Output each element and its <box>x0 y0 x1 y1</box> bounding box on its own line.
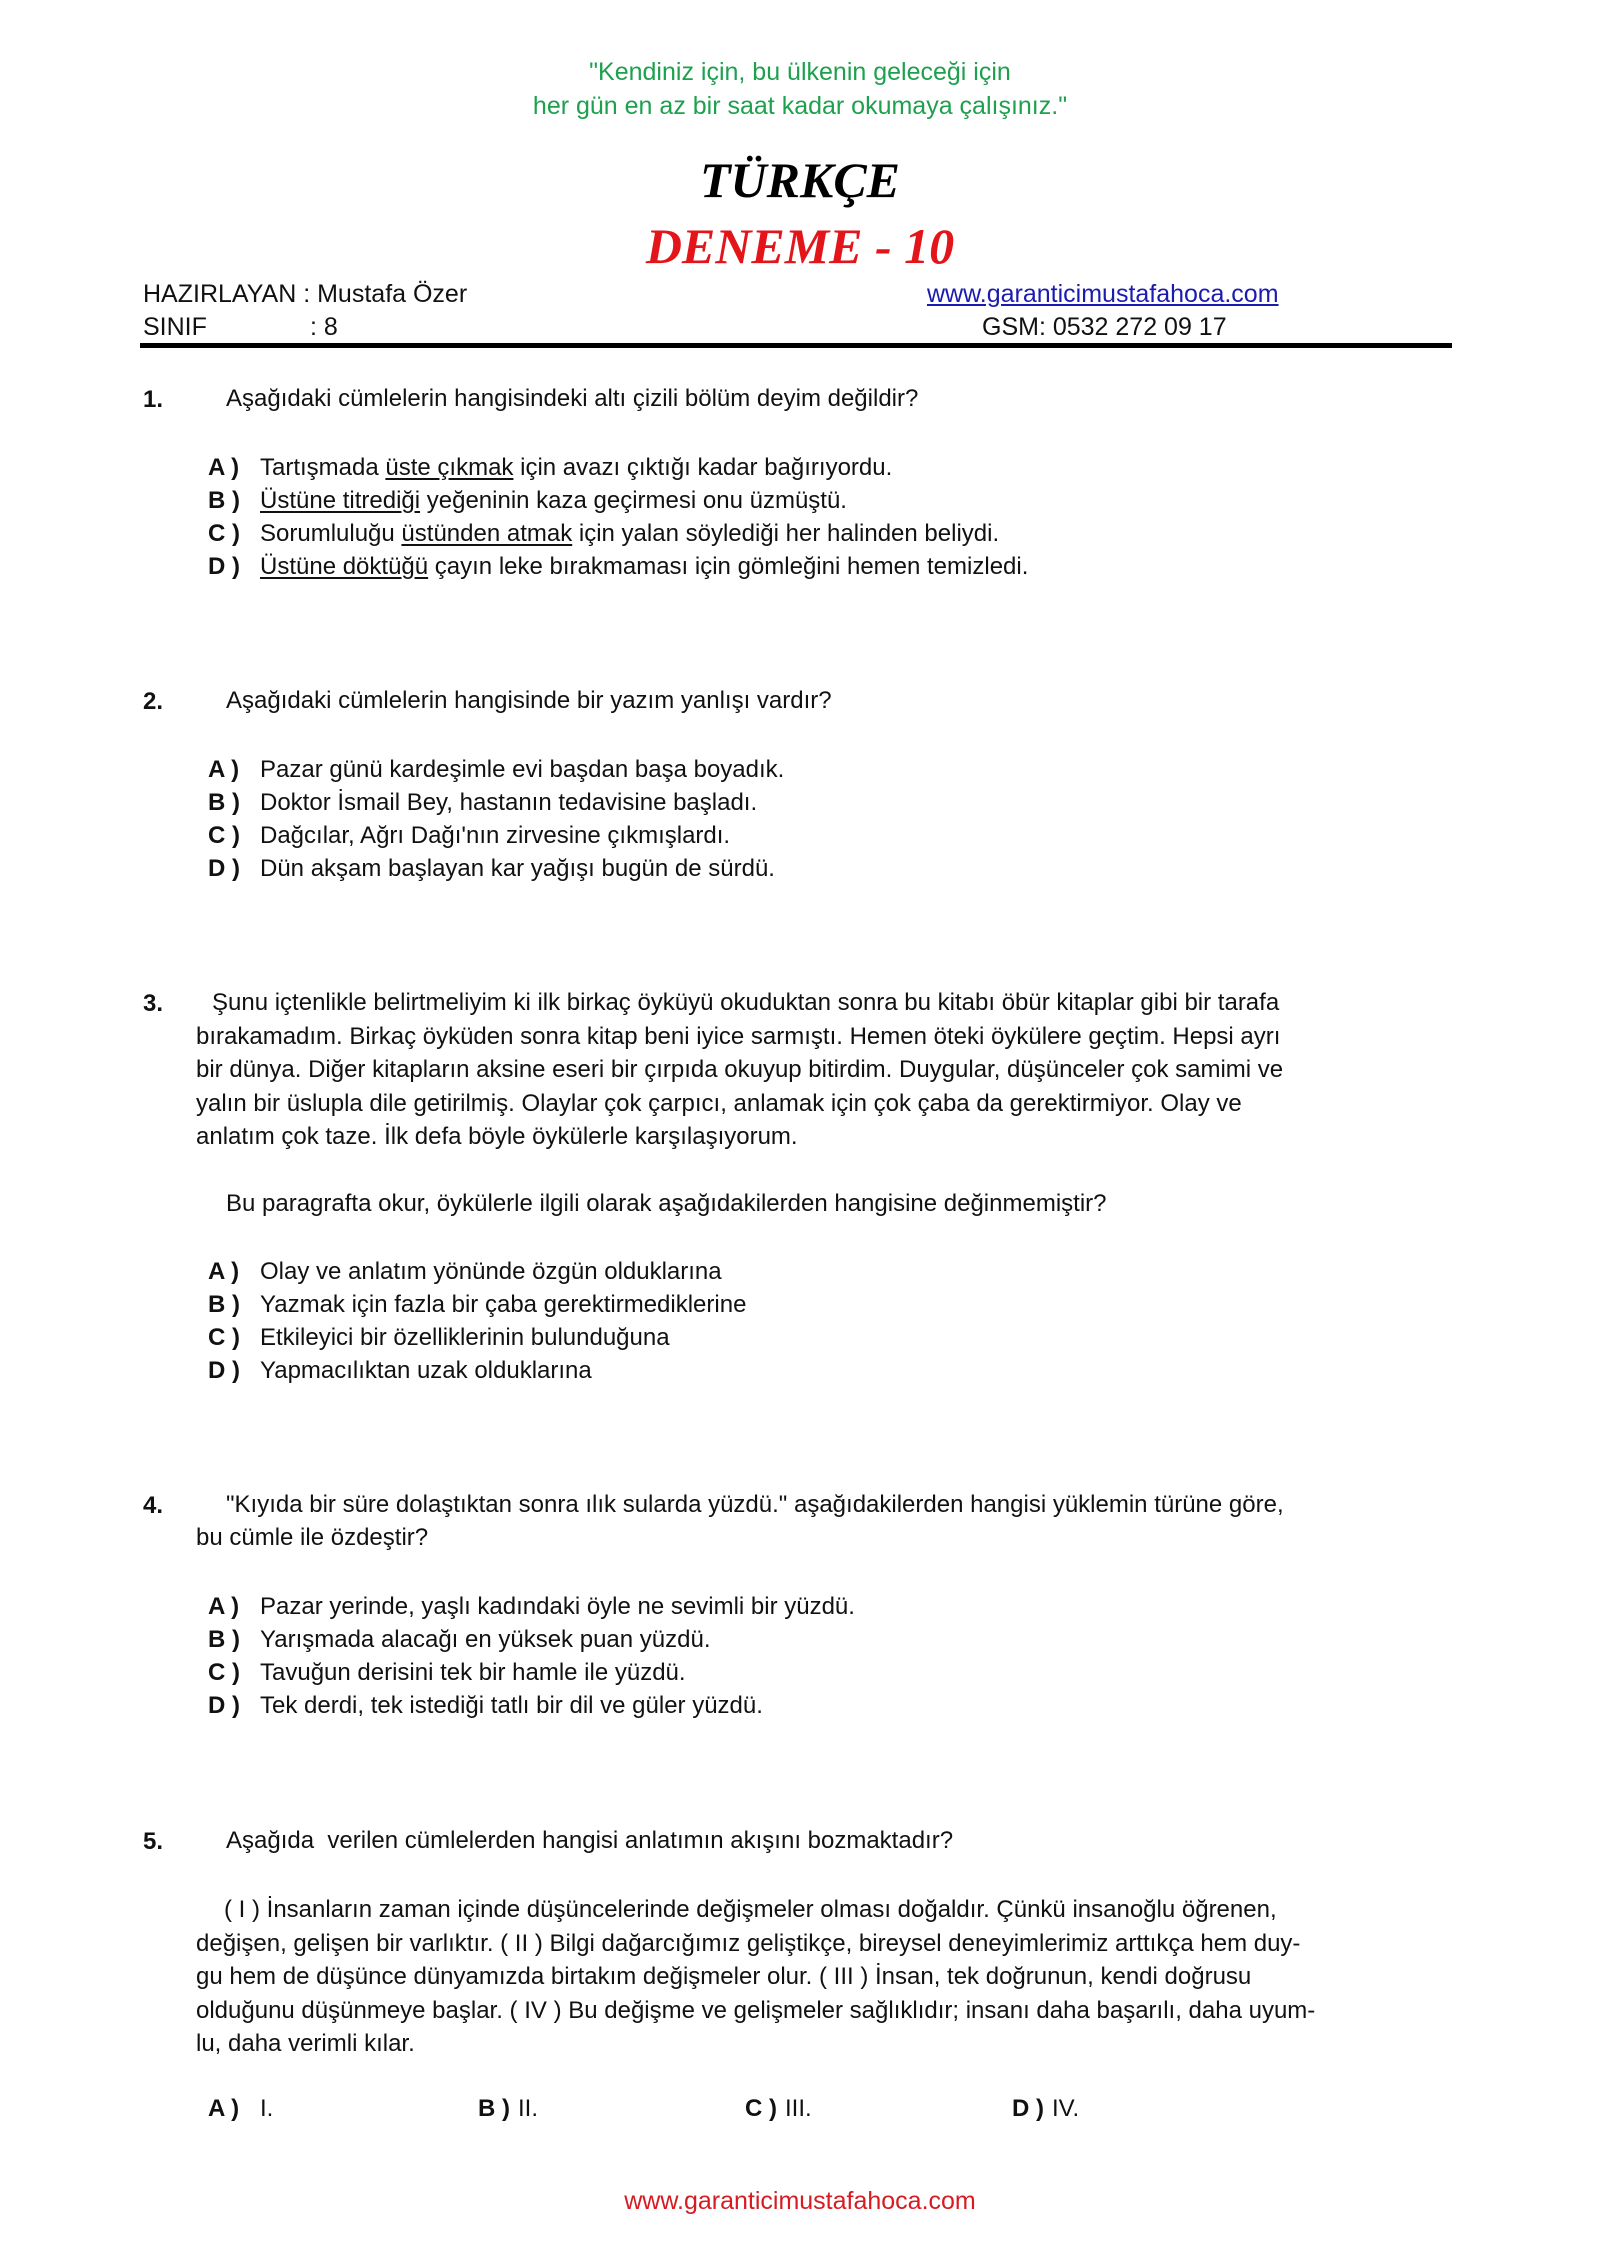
option-label: B ) <box>208 1626 240 1653</box>
option-label: A ) <box>208 1258 240 1285</box>
exam-subtitle: DENEME - 10 <box>645 218 955 274</box>
question-5-number: 5. <box>143 1828 164 1855</box>
question-4-options <box>208 1590 855 1722</box>
option-c[interactable]: C ) III. <box>745 2092 812 2125</box>
option-c[interactable]: C ) Etkileyici bir özelliklerinin bulunduğuna <box>208 1321 746 1354</box>
option-d[interactable]: D ) Tek derdi, tek istediği tatlı bir dil ve güler yüzdü. <box>208 1689 855 1722</box>
option-d[interactable]: D ) IV. <box>1012 2092 1079 2125</box>
option-label: A ) <box>208 2095 240 2122</box>
option-label: B ) <box>208 789 240 816</box>
question-5-text: Aşağıda verilen cümlelerden hangisi anlatımın akışını bozmaktadır? <box>226 1827 954 1854</box>
option-label: D ) <box>208 1357 240 1384</box>
option-label: D ) <box>208 1692 240 1719</box>
option-label: A ) <box>208 1593 240 1620</box>
class-value: : 8 <box>310 313 338 341</box>
question-1-text: Aşağıdaki cümlelerin hangisindeki altı çizili bölüm deyim değildir? <box>226 385 919 412</box>
option-c[interactable]: C ) Tavuğun derisini tek bir hamle ile yüzdü. <box>208 1656 855 1689</box>
option-label: B ) <box>208 1291 240 1318</box>
question-3-text: Bu paragrafta okur, öykülerle ilgili olarak aşağıdakilerden hangisine değinmemiştir? <box>226 1190 1107 1217</box>
question-3-options <box>208 1255 746 1387</box>
option-a[interactable]: A ) Olay ve anlatım yönünde özgün olduklarına <box>208 1255 746 1288</box>
option-label: C ) <box>208 822 240 849</box>
option-b[interactable]: B ) Üstüne titrediği yeğeninin kaza geçirmesi onu üzmüştü. <box>208 484 1028 517</box>
option-b[interactable]: B ) Yarışmada alacağı en yüksek puan yüzdü. <box>208 1623 855 1656</box>
option-label: B ) <box>478 2095 510 2122</box>
question-4-text-line-1: "Kıyıda bir süre dolaştıktan sonra ılık sularda yüzdü." aşağıdakilerden hangisi yüklemin türüne göre, <box>226 1491 1284 1518</box>
gsm-number: GSM: 0532 272 09 17 <box>982 313 1227 341</box>
option-b[interactable]: B ) II. <box>478 2092 538 2125</box>
motto <box>0 55 1600 123</box>
page-title: TÜRKÇE <box>699 152 901 208</box>
option-a[interactable]: A ) I. <box>208 2092 273 2125</box>
header-divider <box>140 343 1452 348</box>
question-5-paragraph: ( I ) İnsanların zaman içinde düşüncelerinde değişmeler olması doğaldır. Çünkü insanoğlu öğrenen, değişen, gelişen bir varlıktır. ( II ) Bilgi dağarcığımız geliştikçe, bireysel deneyimlerimiz arttıkça hem duy- gu hem de düşünce dünyamızda birtakım değişmeler olur. ( III ) İnsan, tek doğrunun, kendi doğrusu olduğunu düşünmeye başlar. ( IV ) Bu değişme ve gelişmeler sağlıklıdır; insanı daha başarılı, daha uyum- lu, daha verimli kılar. <box>196 1896 1316 2057</box>
website-link[interactable]: www.garanticimustafahoca.com <box>927 280 1279 308</box>
option-label: A ) <box>208 756 240 783</box>
motto-line-2: her gün en az bir saat kadar okumaya çalışınız." <box>532 92 1068 120</box>
option-label: D ) <box>208 553 240 580</box>
option-label: B ) <box>208 487 240 514</box>
option-c[interactable]: C ) Sorumluluğu üstünden atmak için yalan söylediği her halinden beliydi. <box>208 517 1028 550</box>
question-3-paragraph: Şunu içtenlikle belirtmeliyim ki ilk birkaç öyküyü okuduktan sonra bu kitabı öbür kitaplar gibi bir tarafa bırakamadım. Birkaç öyküden sonra kitap beni iyice sarmıştı. Hemen öteki öykülere geçtim. Hepsi ayrı bir dünya. Diğer kitapların aksine eseri bir çırpıda okuyup bitirdim. Duygular, düşünceler çok samimi ve yalın bir üslupla dile getirilmiş. Olaylar çok çarpıcı, anlamak için çok çaba da gerektirmiyor. Olay ve anlatım çok taze. İlk defa böyle öykülerle karşılaşıyorum. <box>196 989 1284 1150</box>
footer-website[interactable]: www.garanticimustafahoca.com <box>624 2187 976 2215</box>
option-d[interactable]: D ) Dün akşam başlayan kar yağışı bugün de sürdü. <box>208 852 784 885</box>
question-2-options <box>208 753 784 885</box>
option-label: C ) <box>208 1324 240 1351</box>
option-c[interactable]: C ) Dağcılar, Ağrı Dağı'nın zirvesine çıkmışlardı. <box>208 819 784 852</box>
question-2-number: 2. <box>143 688 164 715</box>
option-label: C ) <box>208 1659 240 1686</box>
option-label: C ) <box>745 2095 777 2122</box>
option-label: D ) <box>1012 2095 1044 2122</box>
option-a[interactable]: A ) Pazar yerinde, yaşlı kadındaki öyle ne sevimli bir yüzdü. <box>208 1590 855 1623</box>
question-1-number: 1. <box>143 386 164 413</box>
option-b[interactable]: B ) Doktor İsmail Bey, hastanın tedavisine başladı. <box>208 786 784 819</box>
question-1-options <box>208 451 1028 583</box>
question-3-number: 3. <box>143 990 164 1017</box>
option-label: C ) <box>208 520 240 547</box>
class-label: SINIF <box>143 313 207 341</box>
option-label: D ) <box>208 855 240 882</box>
question-2-text: Aşağıdaki cümlelerin hangisinde bir yazım yanlışı vardır? <box>226 687 832 714</box>
question-4-text-line-2: bu cümle ile özdeştir? <box>196 1524 429 1551</box>
underlined-phrase: üstünden atmak <box>401 520 573 547</box>
underlined-phrase: Üstüne titrediği <box>260 487 421 514</box>
option-d[interactable]: D ) Yapmacılıktan uzak olduklarına <box>208 1354 746 1387</box>
option-b[interactable]: B ) Yazmak için fazla bir çaba gerektirmediklerine <box>208 1288 746 1321</box>
question-4-number: 4. <box>143 1492 164 1519</box>
author-label: HAZIRLAYAN : Mustafa Özer <box>143 280 468 308</box>
option-a[interactable]: A ) Tartışmada üste çıkmak için avazı çıktığı kadar bağırıyordu. <box>208 451 1028 484</box>
motto-line-1: "Kendiniz için, bu ülkenin geleceği için <box>589 58 1011 86</box>
underlined-phrase: Üstüne döktüğü <box>260 553 429 580</box>
option-label: A ) <box>208 454 240 481</box>
underlined-phrase: üste çıkmak <box>385 454 514 481</box>
option-d[interactable]: D ) Üstüne döktüğü çayın leke bırakmaması için gömleğini hemen temizledi. <box>208 550 1028 583</box>
option-a[interactable]: A ) Pazar günü kardeşimle evi başdan başa boyadık. <box>208 753 784 786</box>
